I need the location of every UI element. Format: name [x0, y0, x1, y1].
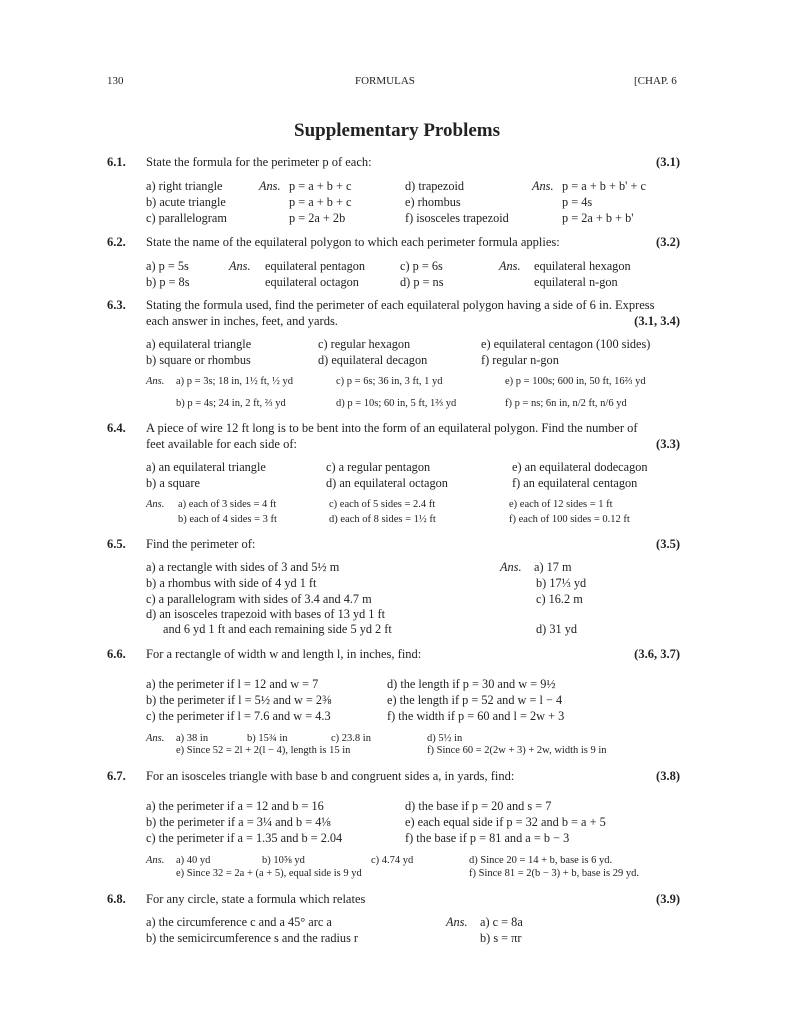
list-item: c) regular hexagon: [318, 337, 411, 351]
list-item: f) the base if p = 81 and a = b − 3: [405, 831, 570, 845]
answer: f) p = ns; 6n in, n/2 ft, n/6 yd: [505, 398, 627, 409]
answer: equilateral pentagon: [265, 259, 366, 273]
problem-statement: feet available for each side of:: [146, 437, 297, 451]
problem-statement: Find the perimeter of:: [146, 537, 256, 551]
list-item: d) the base if p = 20 and s = 7: [405, 799, 552, 813]
answer: c) 16.2 m: [536, 592, 583, 606]
problem-number: 6.8.: [107, 892, 126, 906]
answer: f) Since 60 = 2(2w + 3) + 2w, width is 9 in: [427, 745, 607, 756]
answer: a) 17 m: [534, 560, 572, 574]
answer: a) 40 yd: [176, 855, 211, 866]
answer: d) each of 8 sides = 1½ ft: [329, 514, 436, 525]
answer: equilateral n-gon: [534, 275, 618, 289]
list-item: c) parallelogram: [146, 211, 227, 225]
answer: f) each of 100 sides = 0.12 ft: [509, 514, 630, 525]
problem-number: 6.5.: [107, 537, 126, 551]
list-item: c) a parallelogram with sides of 3.4 and 4.7 m: [146, 592, 372, 606]
list-item: a) the perimeter if a = 12 and b = 16: [146, 799, 324, 813]
list-item: c) a regular pentagon: [326, 460, 431, 474]
list-item: a) right triangle: [146, 179, 223, 193]
answer: d) p = 10s; 60 in, 5 ft, 1⅔ yd: [336, 398, 457, 409]
answer: b) each of 4 sides = 3 ft: [178, 514, 277, 525]
list-item: a) an equilateral triangle: [146, 460, 266, 474]
list-item: e) the length if p = 52 and w = l − 4: [387, 693, 563, 707]
answer: b) s = πr: [480, 931, 522, 945]
answer-label: Ans.: [146, 733, 165, 744]
problem-number: 6.7.: [107, 769, 126, 783]
list-item: d) the length if p = 30 and w = 9½: [387, 677, 556, 691]
problem-statement: each answer in inches, feet, and yards.: [146, 314, 338, 328]
answer: a) each of 3 sides = 4 ft: [178, 499, 277, 510]
list-item: f) regular n-gon: [481, 353, 559, 367]
answer: p = a + b + b' + c: [562, 179, 646, 193]
answer: b) 15¾ in: [247, 733, 288, 744]
answer: p = a + b + c: [289, 195, 352, 209]
answer: equilateral hexagon: [534, 259, 631, 273]
answer: e) p = 100s; 600 in, 50 ft, 16⅔ yd: [505, 376, 646, 387]
list-item: a) a rectangle with sides of 3 and 5½ m: [146, 560, 340, 574]
list-item: e) rhombus: [405, 195, 461, 209]
answer: a) 38 in: [176, 733, 209, 744]
list-item: b) a square: [146, 476, 200, 490]
answer: c) each of 5 sides = 2.4 ft: [329, 499, 436, 510]
problem-number: 6.4.: [107, 421, 126, 435]
list-item: b) a rhombus with side of 4 yd 1 ft: [146, 576, 317, 590]
section-reference: (3.3): [656, 437, 680, 451]
answer-label: Ans.: [532, 179, 554, 193]
answer: a) c = 8a: [480, 915, 523, 929]
problem-number: 6.2.: [107, 235, 126, 249]
chapter-label: [CHAP. 6: [634, 75, 677, 87]
answer: d) 31 yd: [536, 622, 577, 636]
answer: p = a + b + c: [289, 179, 352, 193]
problem-number: 6.3.: [107, 298, 126, 312]
answer: c) 4.74 yd: [371, 855, 414, 866]
problem-statement: A piece of wire 12 ft long is to be bent into the form of an equilateral polygon. Find the number of: [146, 421, 638, 435]
list-item: b) p = 8s: [146, 275, 190, 289]
answer: a) p = 3s; 18 in, 1½ ft, ½ yd: [176, 376, 294, 387]
running-title: FORMULAS: [355, 75, 415, 87]
list-item: d) an equilateral octagon: [326, 476, 448, 490]
answer: d) 5½ in: [427, 733, 463, 744]
answer: p = 2a + 2b: [289, 211, 346, 225]
list-item: c) p = 6s: [400, 259, 443, 273]
list-item: e) an equilateral dodecagon: [512, 460, 648, 474]
answer: equilateral octagon: [265, 275, 359, 289]
problem-number: 6.6.: [107, 647, 126, 661]
list-item: d) trapezoid: [405, 179, 465, 193]
answer: p = 2a + b + b': [562, 211, 634, 225]
list-item: a) p = 5s: [146, 259, 189, 273]
answer: c) 23.8 in: [331, 733, 371, 744]
list-item: c) the perimeter if a = 1.35 and b = 2.04: [146, 831, 343, 845]
answer-label: Ans.: [259, 179, 281, 193]
list-item: f) an equilateral centagon: [512, 476, 638, 490]
answer-label: Ans.: [146, 376, 165, 387]
list-item: a) equilateral triangle: [146, 337, 252, 351]
answer-label: Ans.: [146, 499, 165, 510]
answer-label: Ans.: [146, 855, 165, 866]
answer: p = 4s: [562, 195, 593, 209]
problem-statement: For an isosceles triangle with base b and congruent sides a, in yards, find:: [146, 769, 515, 783]
answer: c) p = 6s; 36 in, 3 ft, 1 yd: [336, 376, 443, 387]
list-item: b) the perimeter if l = 5½ and w = 2⅜: [146, 693, 332, 707]
answer: e) Since 52 = 2l + 2(l − 4), length is 15 in: [176, 745, 351, 756]
list-item: a) the circumference c and a 45° arc a: [146, 915, 332, 929]
list-item: d) an isosceles trapezoid with bases of 13 yd 1 ft: [146, 607, 386, 621]
problem-statement: State the formula for the perimeter p of each:: [146, 155, 372, 169]
answer-label: Ans.: [499, 259, 521, 273]
list-item: f) the width if p = 60 and l = 2w + 3: [387, 709, 565, 723]
section-title: Supplementary Problems: [294, 120, 501, 141]
answer-label: Ans.: [229, 259, 251, 273]
answer: e) each of 12 sides = 1 ft: [509, 499, 613, 510]
problem-statement: Stating the formula used, find the perimeter of each equilateral polygon having a side of 6 in. Express: [146, 298, 655, 312]
answer: f) Since 81 = 2(b − 3) + b, base is 29 yd.: [469, 868, 639, 879]
page-number: 130: [107, 75, 124, 87]
list-item: f) isosceles trapezoid: [405, 211, 509, 225]
answer: b) p = 4s; 24 in, 2 ft, ⅔ yd: [176, 398, 286, 409]
list-item: b) the perimeter if a = 3¼ and b = 4⅛: [146, 815, 331, 829]
problem-statement: For a rectangle of width w and length l, in inches, find:: [146, 647, 422, 661]
section-reference: (3.6, 3.7): [634, 647, 680, 661]
answer: b) 17⅓ yd: [536, 576, 587, 590]
answer-label: Ans.: [446, 915, 468, 929]
list-item: e) each equal side if p = 32 and b = a + 5: [405, 815, 606, 829]
list-item: and 6 yd 1 ft and each remaining side 5 yd 2 ft: [163, 622, 392, 636]
section-reference: (3.5): [656, 537, 680, 551]
list-item: c) the perimeter if l = 7.6 and w = 4.3: [146, 709, 331, 723]
list-item: b) the semicircumference s and the radius r: [146, 931, 359, 945]
problem-statement: For any circle, state a formula which relates: [146, 892, 366, 906]
answer: d) Since 20 = 14 + b, base is 6 yd.: [469, 855, 613, 866]
section-reference: (3.8): [656, 769, 680, 783]
answer-label: Ans.: [500, 560, 522, 574]
list-item: d) equilateral decagon: [318, 353, 428, 367]
section-reference: (3.1): [656, 155, 680, 169]
list-item: b) acute triangle: [146, 195, 226, 209]
answer: e) Since 32 = 2a + (a + 5), equal side is 9 yd: [176, 868, 362, 879]
list-item: b) square or rhombus: [146, 353, 251, 367]
problem-statement: State the name of the equilateral polygon to which each perimeter formula applies:: [146, 235, 560, 249]
list-item: a) the perimeter if l = 12 and w = 7: [146, 677, 319, 691]
section-reference: (3.2): [656, 235, 680, 249]
list-item: e) equilateral centagon (100 sides): [481, 337, 651, 351]
answer: b) 10⅝ yd: [262, 855, 305, 866]
problem-number: 6.1.: [107, 155, 126, 169]
section-reference: (3.1, 3.4): [634, 314, 680, 328]
list-item: d) p = ns: [400, 275, 444, 289]
section-reference: (3.9): [656, 892, 680, 906]
